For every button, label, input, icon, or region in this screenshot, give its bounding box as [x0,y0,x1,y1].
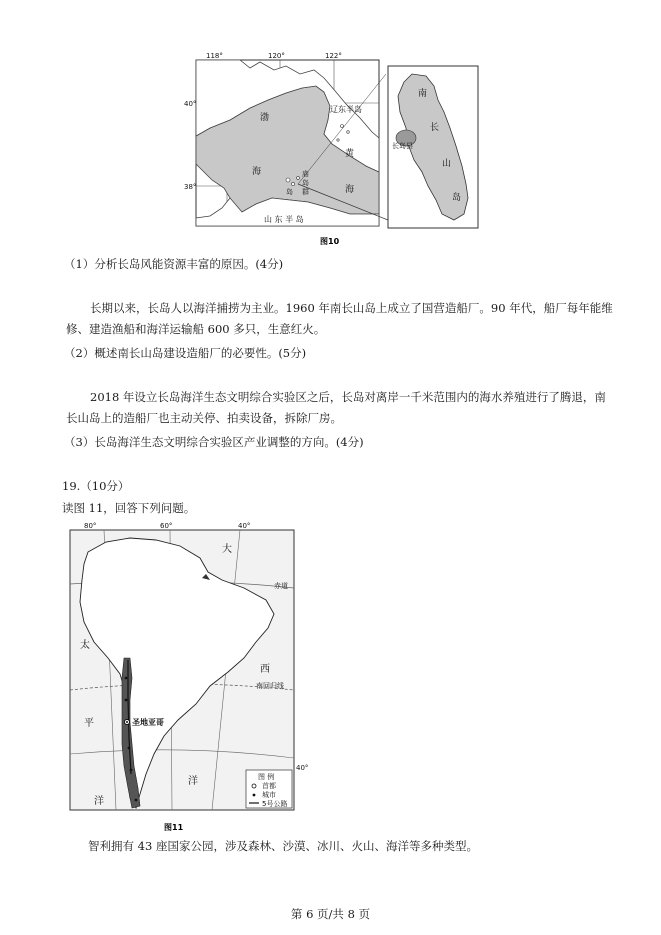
fig11-lat-40: 40° [296,764,309,772]
figure-10-caption: 图10 [320,237,340,246]
fig11-lon-60: 60° [160,522,173,530]
fig10-yellow-1: 黄 [345,149,355,159]
fig10-lon-120: 120° [268,52,285,60]
inset-nan: 南 [418,89,428,99]
legend-highway: 5号公路 [262,800,288,808]
q18-para2-line2: 长山岛上的造船厂也主动关停、拍卖设备，拆除厂房。 [66,411,342,425]
legend-capital: 首都 [262,782,276,790]
fig10-shandong: 山 东 半 岛 [264,215,304,224]
q18-sub3: （3）长岛海洋生态文明综合实验区产业调整的方向。(4分) [64,435,364,449]
q19-intro: 读图 11，回答下列问题。 [62,501,196,515]
fig11-santiago: 圣地亚哥 [132,718,164,727]
legend-capital-icon [252,784,256,788]
fig10-miao-1: 庙 [302,170,309,178]
figure-11-caption: 图11 [164,823,184,832]
fig11-lon-40: 40° [238,522,251,530]
fig11-ping: 平 [84,718,94,729]
inset-dao: 岛 [452,193,462,203]
fig10-bohai-1: 渤 [260,113,270,123]
fig10-yellow-2: 海 [345,185,355,195]
fig11-equator: 赤道 [274,582,288,590]
fig10-lat-40: 40° [184,100,197,108]
legend-city: 城市 [262,791,276,799]
q18-para1-line2: 修、建造渔船和海洋运输船 600 多只，生意红火。 [66,322,326,336]
q18-para1 [66,298,613,340]
inset-changdao-county: 长岛县 [392,142,413,150]
fig11-yang-pacific: 洋 [94,796,104,807]
fig11-da: 大 [222,544,232,555]
q18-para1-line1: 长期以来，长岛人以海洋捕捞为主业。1960 年南长山岛上成立了国营造船厂。90 年代，船厂每年能维 [90,301,613,315]
fig11-lon-80: 80° [84,522,97,530]
q19-number: 19.（10分） [62,479,130,493]
q18-sub1: （1）分析长岛风能资源丰富的原因。(4分) [64,257,284,271]
fig10-lat-38: 38° [184,183,197,191]
page-footer: 第 6 页/共 8 页 [290,907,371,921]
fig10-bohai-2: 海 [252,167,262,177]
inset-chang: 长 [430,123,440,133]
q18-para2-line1: 2018 年设立长岛海洋生态文明综合实验区之后，长岛对离岸一千米范围内的海水养殖进行了腾退，南 [90,390,606,404]
fig10-liaodong: 辽东半岛 [330,105,362,114]
fig11-legend [246,770,292,808]
fig10-changdao-small: 岛 [286,188,293,196]
q18-para2 [66,387,606,429]
fig11-yang-atlantic: 洋 [188,776,198,787]
fig10-lon-118: 118° [206,52,223,60]
q19-para: 智利拥有 43 座国家公园，涉及森林、沙漠、冰川、火山、海洋等多种类型。 [88,839,478,853]
fig10-miao-2: 岛 [302,179,309,187]
figure-10-map [184,48,480,248]
legend-title: 图 例 [258,773,275,781]
fig11-xi: 西 [260,664,270,675]
fig11-tropic: 南回归线 [256,682,284,690]
figure-11-map [60,518,310,836]
inset-shan: 山 [442,159,452,169]
legend-city-icon [253,794,256,797]
q18-sub2: （2）概述南长山岛建设造船厂的必要性。(5分) [64,346,307,360]
fig10-lon-122: 122° [325,52,342,60]
fig11-tai: 太 [80,640,90,651]
fig10-miao-3: 群 [302,188,309,196]
